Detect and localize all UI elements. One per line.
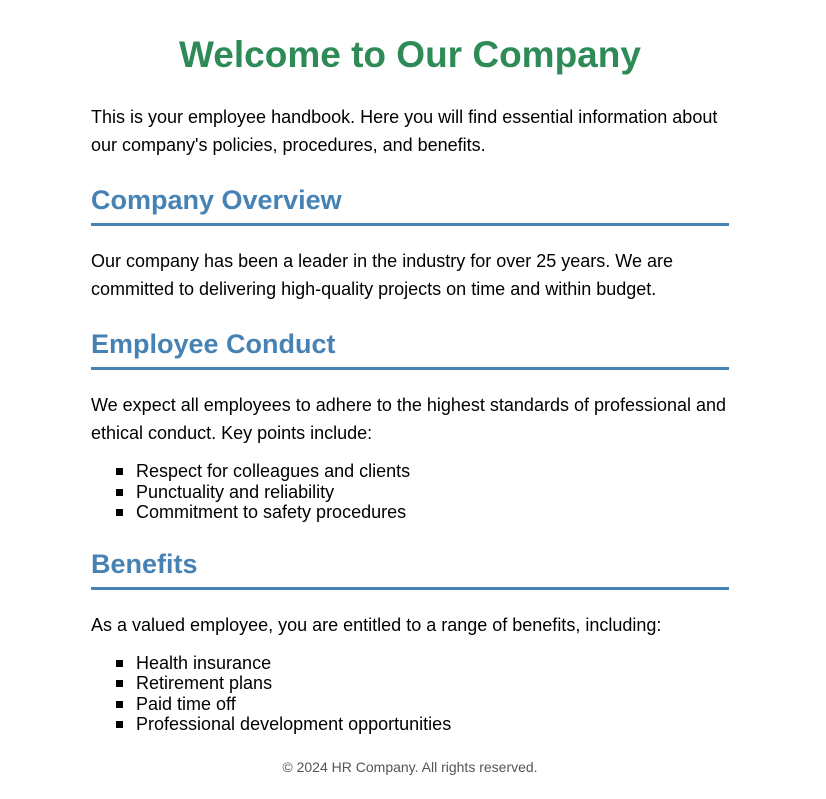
list-item-text: Commitment to safety procedures	[136, 502, 407, 522]
square-bullet-icon	[116, 468, 123, 475]
footer-copyright: © 2024 HR Company. All rights reserved.	[282, 758, 538, 775]
list-item-text: Retirement plans	[136, 673, 273, 693]
section-paragraph: Our company has been a leader in the industry for over 25 years. We are committed to delivering high-quality projects on time and within budget.	[91, 251, 673, 299]
section-paragraph: We expect all employees to adhere to the highest standards of professional and ethical conduct. Key points include:	[91, 395, 727, 443]
list-item-text: Respect for colleagues and clients	[136, 461, 411, 481]
section-paragraph: As a valued employee, you are entitled to a range of benefits, including:	[91, 614, 662, 635]
list-item-text: Health insurance	[136, 652, 272, 673]
list-item-text: Professional development opportunities	[136, 714, 452, 734]
square-bullet-icon	[116, 680, 123, 687]
conduct-list	[91, 461, 729, 523]
benefits-list	[91, 653, 729, 735]
list-item	[136, 694, 729, 715]
square-bullet-icon	[116, 660, 123, 667]
square-bullet-icon	[116, 701, 123, 708]
list-item	[136, 482, 729, 503]
section-benefits	[91, 547, 729, 735]
list-item	[136, 502, 729, 523]
intro-paragraph: This is your employee handbook. Here you will find essential information about our company's policies, procedures, and benefits.	[91, 107, 718, 155]
list-item-text: Punctuality and reliability	[136, 481, 335, 502]
list-item	[136, 714, 729, 735]
section-employee-conduct	[91, 327, 729, 523]
list-item	[136, 673, 729, 694]
section-company-overview	[91, 183, 729, 303]
list-item	[136, 653, 729, 674]
section-heading: Employee Conduct	[91, 327, 729, 370]
handbook-page	[91, 0, 729, 776]
section-heading: Benefits	[91, 547, 729, 590]
page-title: Welcome to Our Company	[179, 34, 641, 75]
section-heading: Company Overview	[91, 183, 729, 226]
square-bullet-icon	[116, 721, 123, 728]
list-item-text: Paid time off	[136, 693, 236, 714]
list-item	[136, 461, 729, 482]
square-bullet-icon	[116, 509, 123, 516]
square-bullet-icon	[116, 489, 123, 496]
